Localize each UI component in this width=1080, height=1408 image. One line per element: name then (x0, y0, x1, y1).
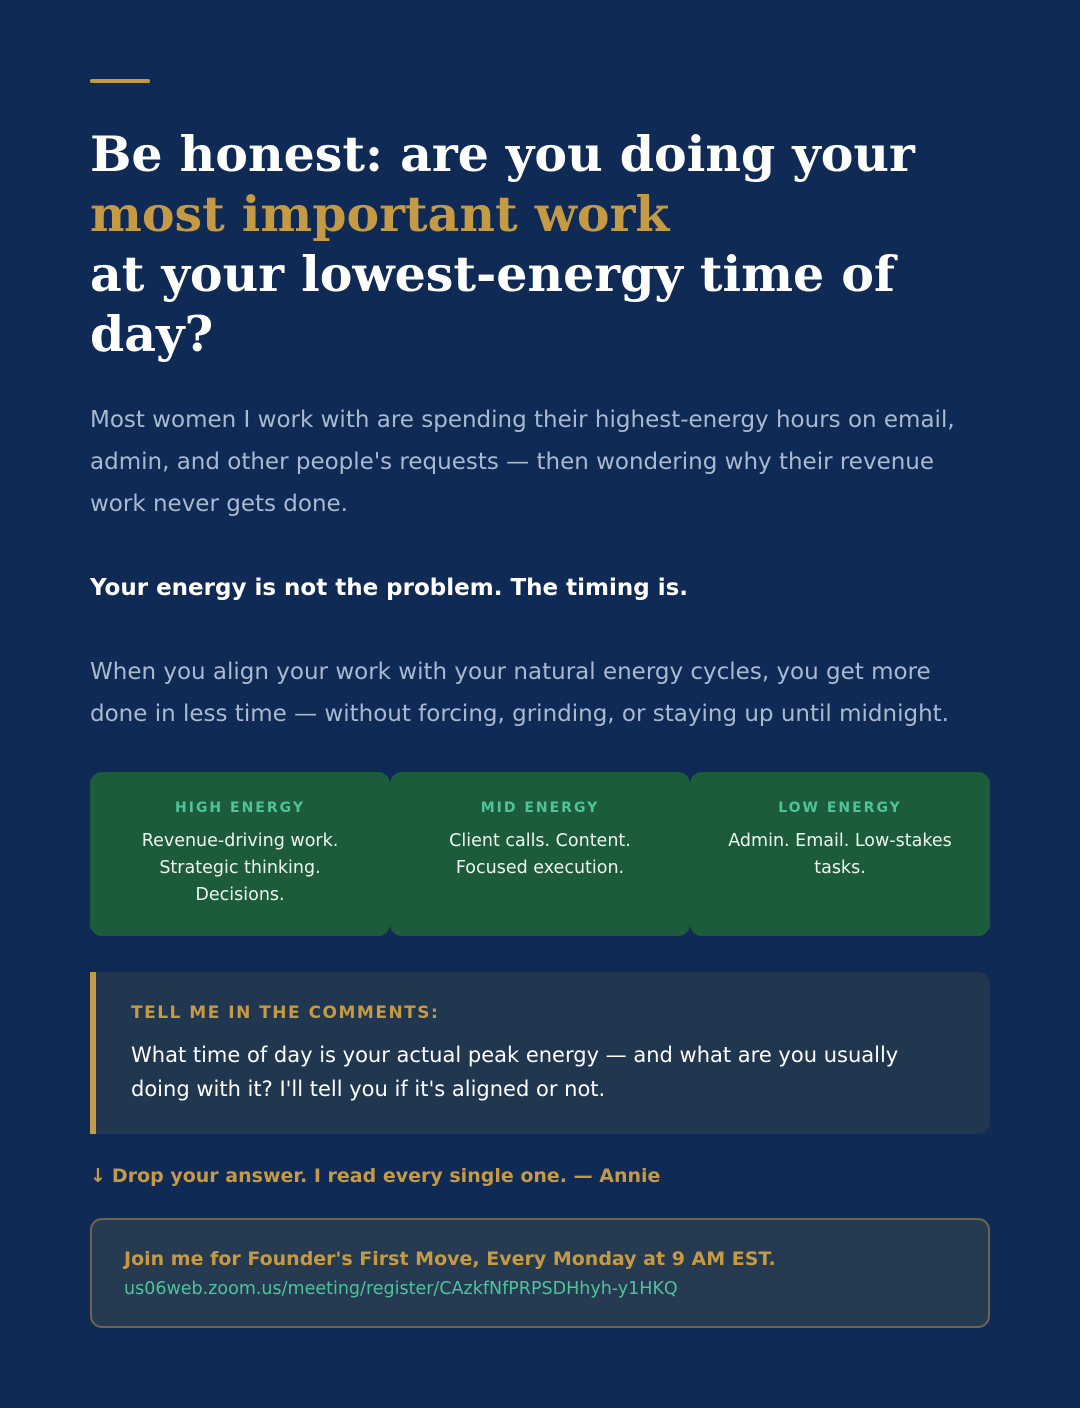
energy-card-label: LOW ENERGY (778, 800, 902, 816)
comment-prompt-question: What time of day is your actual peak energy — and what are you usually doing with it? I'll tell you if it's aligned or not. (131, 1043, 899, 1101)
energy-card-label: MID ENERGY (480, 800, 600, 816)
signoff (90, 1162, 990, 1190)
explanation-paragraph: When you align your work with your natural energy cycles, you get more done in less time — without forcing, grinding, or staying up until midnight. (90, 659, 949, 727)
headline-line-4: day? (90, 305, 214, 363)
cta-box (90, 1218, 990, 1328)
zoom-registration-link[interactable]: us06web.zoom.us/meeting/register/CAzkfNfPRPSDHhyh-y1HKQ (124, 1279, 678, 1299)
headline-line-1: Be honest: are you doing your (90, 125, 915, 183)
intro-paragraph: Most women I work with are spending their highest-energy hours on email, admin, and other people's requests — then wondering why their revenue work never gets done. (90, 407, 955, 517)
energy-cards (90, 772, 990, 936)
energy-card-mid (390, 772, 690, 936)
down-arrow-icon: ↓ (90, 1165, 106, 1187)
accent-rule (90, 79, 150, 83)
energy-card-description: Admin. Email. Low-stakes tasks. (728, 831, 952, 878)
energy-card-description: Revenue-driving work. Strategic thinking. Decisions. (141, 831, 339, 905)
comment-prompt-box (90, 972, 990, 1134)
headline (90, 124, 990, 364)
energy-card-high (90, 772, 390, 936)
energy-card-low (690, 772, 990, 936)
energy-card-label: HIGH ENERGY (175, 800, 305, 816)
headline-highlight: most important work (90, 185, 670, 243)
signoff-text: Drop your answer. I read every single one. — Annie (111, 1165, 661, 1187)
energy-card-description: Client calls. Content. Focused execution. (449, 831, 631, 878)
key-statement: Your energy is not the problem. The timing is. (90, 575, 688, 601)
cta-title: Join me for Founder's First Move, Every Monday at 9 AM EST. (124, 1248, 776, 1270)
headline-line-3: at your lowest-energy time of (90, 245, 895, 303)
comment-prompt-kicker: TELL ME IN THE COMMENTS: (131, 1003, 440, 1023)
